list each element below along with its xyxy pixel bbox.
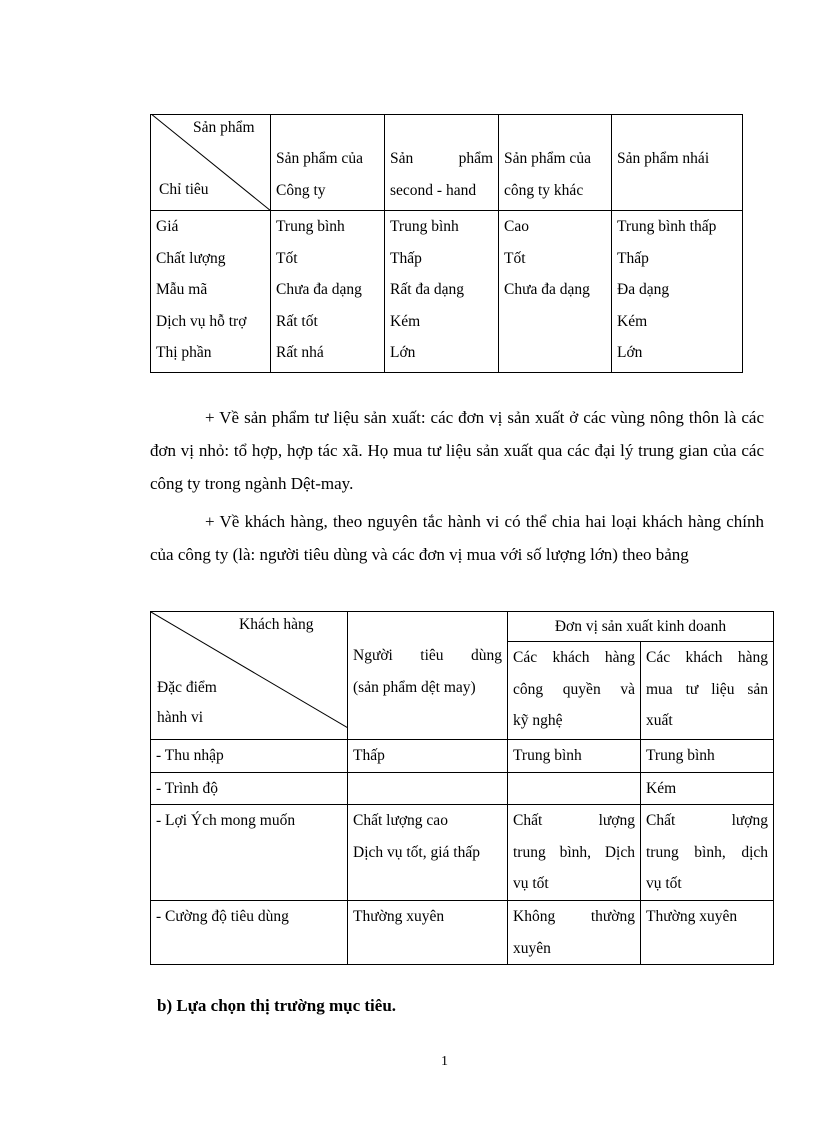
second-hand-values: Trung bình Thấp Rất đa dạng Kém Lớn	[385, 211, 499, 373]
company-values: Trung bình Tốt Chưa đa dạng Rất tốt Rất nhá	[271, 211, 385, 373]
section-heading: b) Lựa chọn thị trường mục tiêu.	[157, 996, 397, 1015]
table-row: - Thu nhập Thấp Trung bình Trung bình	[151, 740, 774, 773]
table-row: - Lợi Ých mong muốn Chất lượng cao Dịch vụ tốt, giá thấp Chất lượng trung bình, Dịch vụ tốt Chất lượng trung bình, dịch vụ tốt	[151, 805, 774, 901]
corner-bottom-label-2: hành vi	[157, 709, 204, 726]
col-header-company: Sản phẩm của Công ty	[271, 115, 385, 211]
page-number: 1	[441, 1054, 448, 1069]
corner-bottom-label-1: Đặc điểm	[157, 679, 217, 696]
col-header-other-company: Sản phẩm của công ty khác	[499, 115, 612, 211]
corner-top-label: Sản phẩm	[193, 119, 255, 136]
business-header: Đơn vị sản xuất kinh doanh	[508, 612, 774, 642]
subheader-public-industry: Các khách hàng công quyền và kỹ nghệ	[508, 642, 641, 740]
paragraph-customers: + Về khách hàng, theo nguyên tắc hành vi có thể chia hai loại khách hàng chính của công ty (là: người tiêu dùng và các đơn vị mua với số lượng lớn) theo bảng	[150, 512, 764, 564]
criteria-column: Giá Chất lượng Mẫu mã Dịch vụ hỗ trợ Thị phần	[151, 211, 271, 373]
product-comparison-table	[150, 114, 743, 373]
counterfeit-values: Trung bình thấp Thấp Đa dạng Kém Lớn	[612, 211, 743, 373]
col-header-counterfeit: Sản phẩm nhái	[612, 115, 743, 211]
corner-top-label: Khách hàng	[239, 616, 314, 633]
table2-corner-cell	[151, 612, 348, 740]
col-header-second-hand: Sản phẩm second - hand	[385, 115, 499, 211]
subheader-material-buyers: Các khách hàng mua tư liệu sản xuất	[641, 642, 774, 740]
table1-corner-cell	[151, 115, 271, 211]
corner-bottom-label: Chỉ tiêu	[159, 181, 209, 198]
customer-behavior-table	[150, 611, 774, 965]
other-company-values: Cao Tốt Chưa đa dạng	[499, 211, 612, 373]
table-row: - Trình độ Kém	[151, 772, 774, 805]
table-row: - Cường độ tiêu dùng Thường xuyên Không thường xuyên Thường xuyên	[151, 901, 774, 965]
consumer-header: Người tiêu dùng (sản phẩm dệt may)	[348, 612, 508, 740]
paragraph-production-materials: + Về sản phẩm tư liệu sản xuất: các đơn vị sản xuất ở các vùng nông thôn là các đơn vị nhỏ: tổ hợp, hợp tác xã. Họ mua tư liệu sản xuất qua các đại lý trung gian của các công ty trong ngành Dệt-may.	[150, 408, 764, 493]
